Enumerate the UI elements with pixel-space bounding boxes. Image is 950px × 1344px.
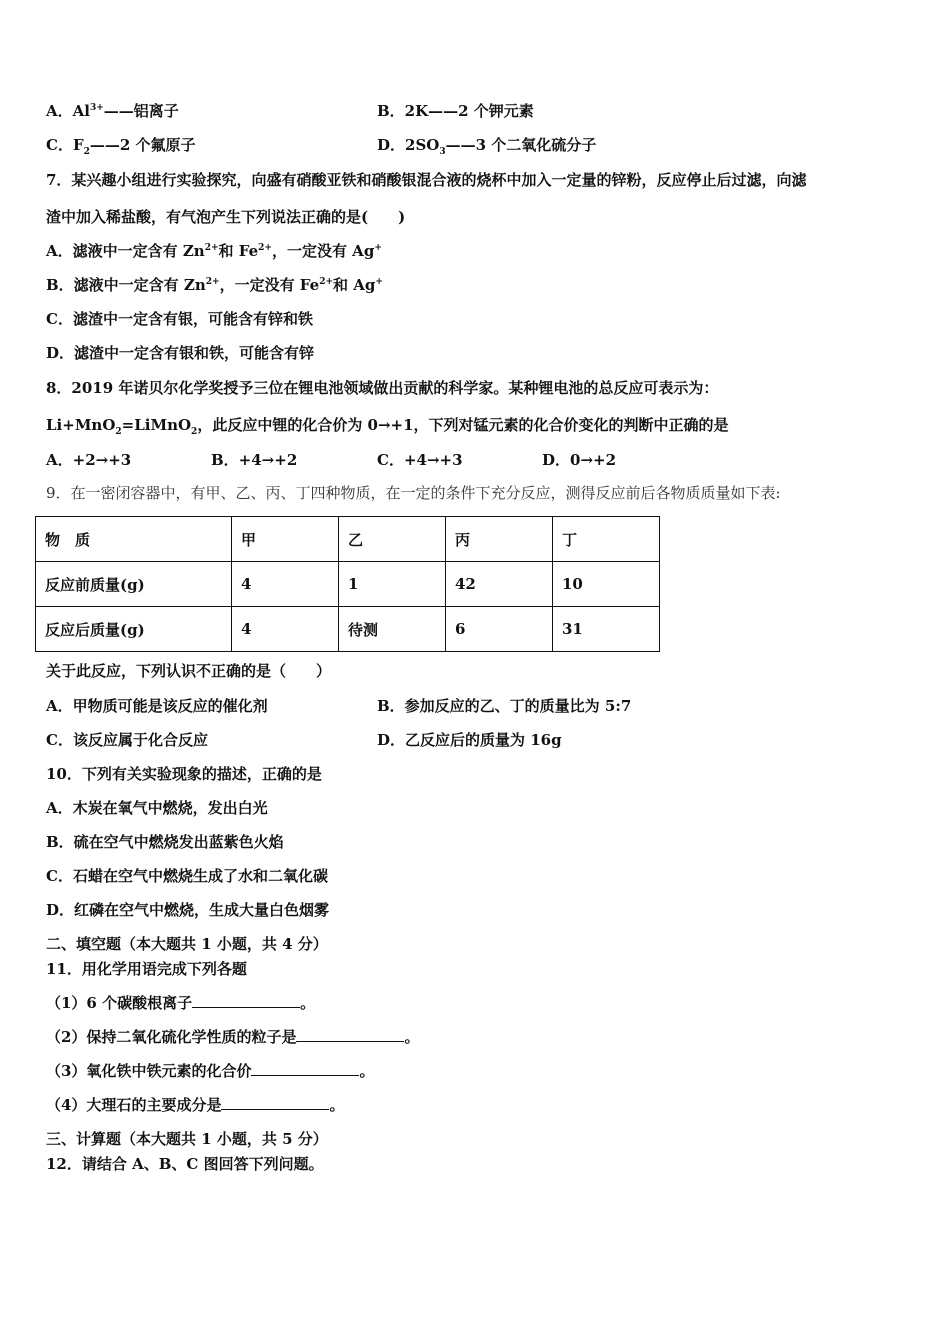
q8-option-c: C．+4→+3 <box>377 451 463 469</box>
q11-item-4: （4）大理石的主要成分是 。 <box>46 1096 345 1114</box>
q9-option-a: A．甲物质可能是该反应的催化剂 <box>46 697 268 715</box>
q10-option-a: A．木炭在氧气中燃烧，发出白光 <box>46 799 268 817</box>
q10-option-d: D．红磷在空气中燃烧，生成大量白色烟雾 <box>46 901 330 919</box>
table-header-cell: 乙 <box>339 517 446 562</box>
table-cell: 1 <box>339 562 446 607</box>
table-cell: 待测 <box>339 607 446 652</box>
q6-option-d: D．$2SO_3——3$ 个二氧化硫分子 <box>377 136 597 157</box>
table-header-cell: 甲 <box>232 517 339 562</box>
table-row <box>36 607 660 652</box>
q9-option-d: D．乙反应后的质量为 16g <box>377 731 562 749</box>
q8-stem-line1: 8．2019 年诺贝尔化学奖授予三位在锂电池领域做出贡献的科学家。某种锂电池的总反应可表示为： <box>46 379 719 397</box>
q10-stem: 10．下列有关实验现象的描述，正确的是 <box>46 765 322 783</box>
table-row <box>36 562 660 607</box>
answer-blank[interactable] <box>251 1061 359 1076</box>
table-cell: 6 <box>446 607 553 652</box>
q8-option-d: D．0→+2 <box>542 451 617 469</box>
mass-table <box>35 516 660 652</box>
q11-stem: 11．用化学用语完成下列各题 <box>46 960 247 978</box>
q7-option-c: C．滤渣中一定含有银，可能含有锌和铁 <box>46 310 313 328</box>
section-3-heading: 三、计算题（本大题共 1 小题，共 5 分） <box>46 1130 328 1148</box>
q7-stem-line2: 渣中加入稀盐酸，有气泡产生下列说法正确的是( ) <box>46 208 406 226</box>
q11-item-2: （2）保持二氧化硫化学性质的粒子是 。 <box>46 1028 420 1046</box>
q10-option-b: B．硫在空气中燃烧发出蓝紫色火焰 <box>46 833 284 851</box>
table-header-cell: 丙 <box>446 517 553 562</box>
q9-stem: 9．在一密闭容器中，有甲、乙、丙、丁四种物质，在一定的条件下充分反应，测得反应前后各物质质量如下表: <box>46 484 781 502</box>
table-cell: 4 <box>232 562 339 607</box>
q7-stem-line1: 7．某兴趣小组进行实验探究，向盛有硝酸亚铁和硝酸银混合液的烧杯中加入一定量的锌粉，反应停止后过滤，向滤 <box>46 171 807 189</box>
answer-blank[interactable] <box>296 1027 404 1042</box>
q12-stem: 12．请结合 A、B、C 图回答下列问题。 <box>46 1155 324 1173</box>
table-header-cell: 丁 <box>553 517 660 562</box>
q6-option-a: A．$Al^{3+}——$铝离子 <box>46 102 179 120</box>
q9-option-c: C．该反应属于化合反应 <box>46 731 208 749</box>
q9-option-b: B．参加反应的乙、丁的质量比为 5:7 <box>377 697 632 715</box>
q11-item-1: （1）6 个碳酸根离子 。 <box>46 994 316 1012</box>
q6-option-b: B．2K——2 个钾元素 <box>377 102 534 120</box>
section-2-heading: 二、填空题（本大题共 1 小题，共 4 分） <box>46 935 328 953</box>
q7-option-a: A．滤液中一定含有 $Zn^{2+}$和 $Fe^{2+}$，一定没有 Ag+ <box>46 242 382 260</box>
answer-blank[interactable] <box>221 1095 329 1110</box>
table-cell: 10 <box>553 562 660 607</box>
q7-option-b: B．滤液中一定含有 $Zn^{2+}$，一定没有 $Fe^{2+}$和 Ag+ <box>46 276 383 294</box>
table-cell: 42 <box>446 562 553 607</box>
table-cell: 4 <box>232 607 339 652</box>
q8-stem-line2: Li+MnO$_2$=LiMnO$_2$，此反应中锂的化合价为 0→+1，下列对锰元素的化合价变化的判断中正确的是 <box>46 416 729 437</box>
q9-question: 关于此反应，下列认识不正确的是（ ） <box>46 662 332 680</box>
table-cell: 反应前质量(g) <box>36 562 232 607</box>
q10-option-c: C．石蜡在空气中燃烧生成了水和二氧化碳 <box>46 867 328 885</box>
table-cell: 反应后质量(g) <box>36 607 232 652</box>
table-header-cell: 物 质 <box>36 517 232 562</box>
q11-item-3: （3）氧化铁中铁元素的化合价 。 <box>46 1062 375 1080</box>
q6-option-c: C．$F_2——2$ 个氟原子 <box>46 136 196 157</box>
q8-option-b: B．+4→+2 <box>211 451 298 469</box>
table-cell: 31 <box>553 607 660 652</box>
q7-option-d: D．滤渣中一定含有银和铁，可能含有锌 <box>46 344 315 362</box>
answer-blank[interactable] <box>192 993 300 1008</box>
table-header-row <box>36 517 660 562</box>
q8-option-a: A．+2→+3 <box>46 451 132 469</box>
